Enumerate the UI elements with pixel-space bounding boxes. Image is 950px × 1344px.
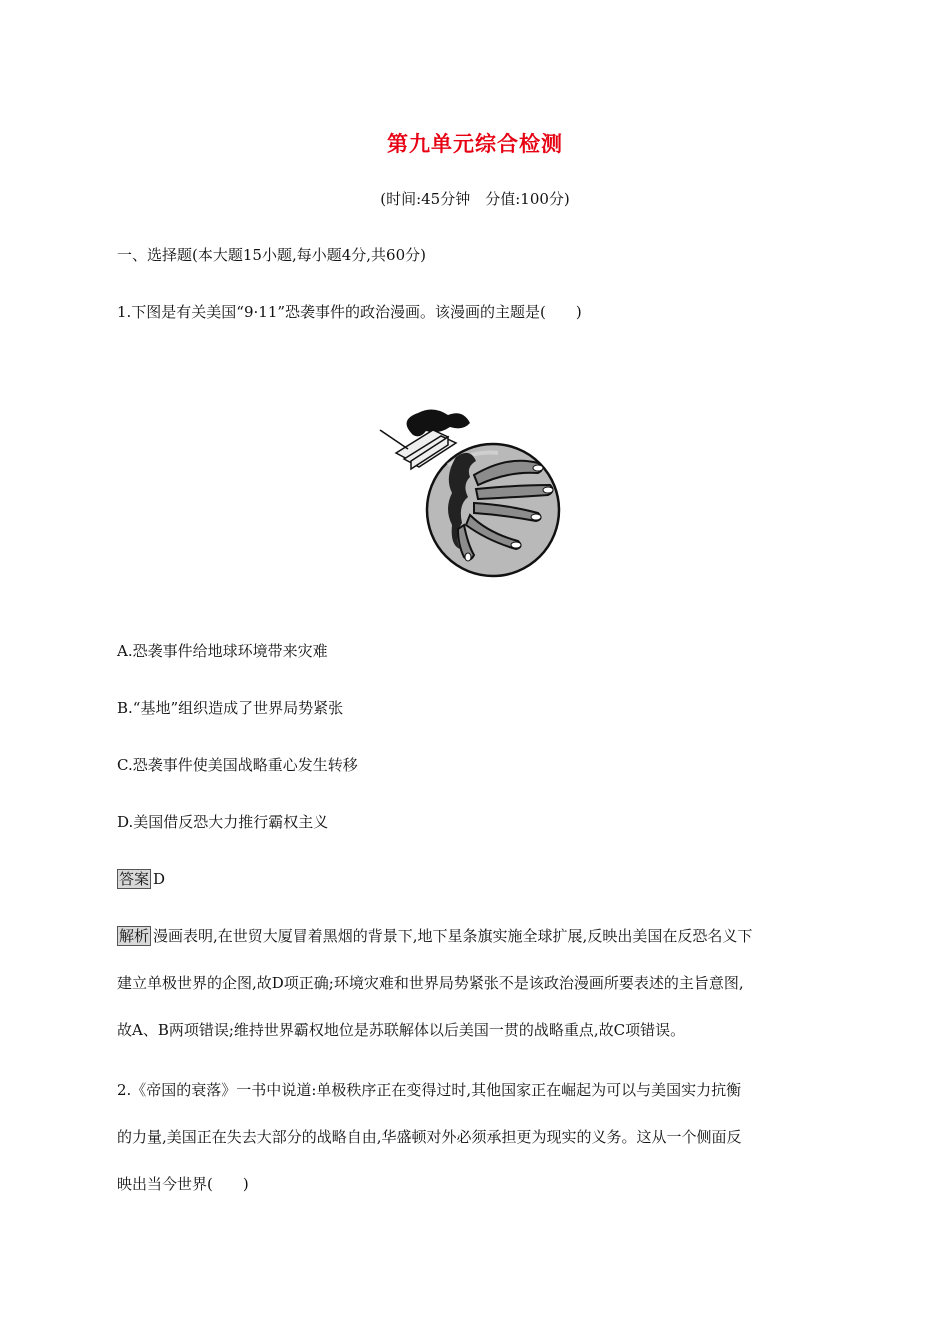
question-2-line: 2.《帝国的衰落》一书中说道:单极秩序正在变得过时,其他国家正在崛起为可以与美国实力抗衡 [117,1081,742,1099]
answer-label: 答案 [119,870,150,888]
analysis-line: 解析 漫画表明,在世贸大厦冒着黑烟的背景下,地下星条旗实施全球扩展,反映出美国在反恐名义下 [119,927,753,945]
analysis-label: 解析 [119,927,150,945]
exam-info: (时间:45分钟 分值:100分) [380,190,570,208]
political-cartoon-figure [378,405,568,580]
question-2-line: 映出当今世界( ) [117,1175,249,1193]
option-d: D.美国借反恐大力推行霸权主义 [117,813,329,831]
analysis-block [117,913,833,1054]
section-heading: 一、选择题(本大题15小题,每小题4分,共60分) [117,246,426,264]
question-2-line: 的力量,美国正在失去大部分的战略自由,华盛顿对外必须承担更为现实的义务。这从一个侧面反 [117,1128,742,1146]
option-c: C.恐袭事件使美国战略重心发生转移 [117,756,358,774]
analysis-line: 故A、B两项错误;维持世界霸权地位是苏联解体以后美国一贯的战略重点,故C项错误。 [117,1021,686,1039]
answer-row [117,868,165,889]
option-a: A.恐袭事件给地球环境带来灾难 [117,642,328,660]
analysis-line: 建立单极世界的企图,故D项正确;环境灾难和世界局势紧张不是该政治漫画所要表述的主旨意图, [117,974,744,992]
question-1-stem: 1.下图是有关美国“9·11”恐袭事件的政治漫画。该漫画的主题是( ) [117,303,582,321]
page-title: 第九单元综合检测 [387,132,563,156]
question-2-stem [117,1067,833,1208]
answer-value: D [153,870,166,888]
option-b: B.“基地”组织造成了世界局势紧张 [117,699,344,717]
